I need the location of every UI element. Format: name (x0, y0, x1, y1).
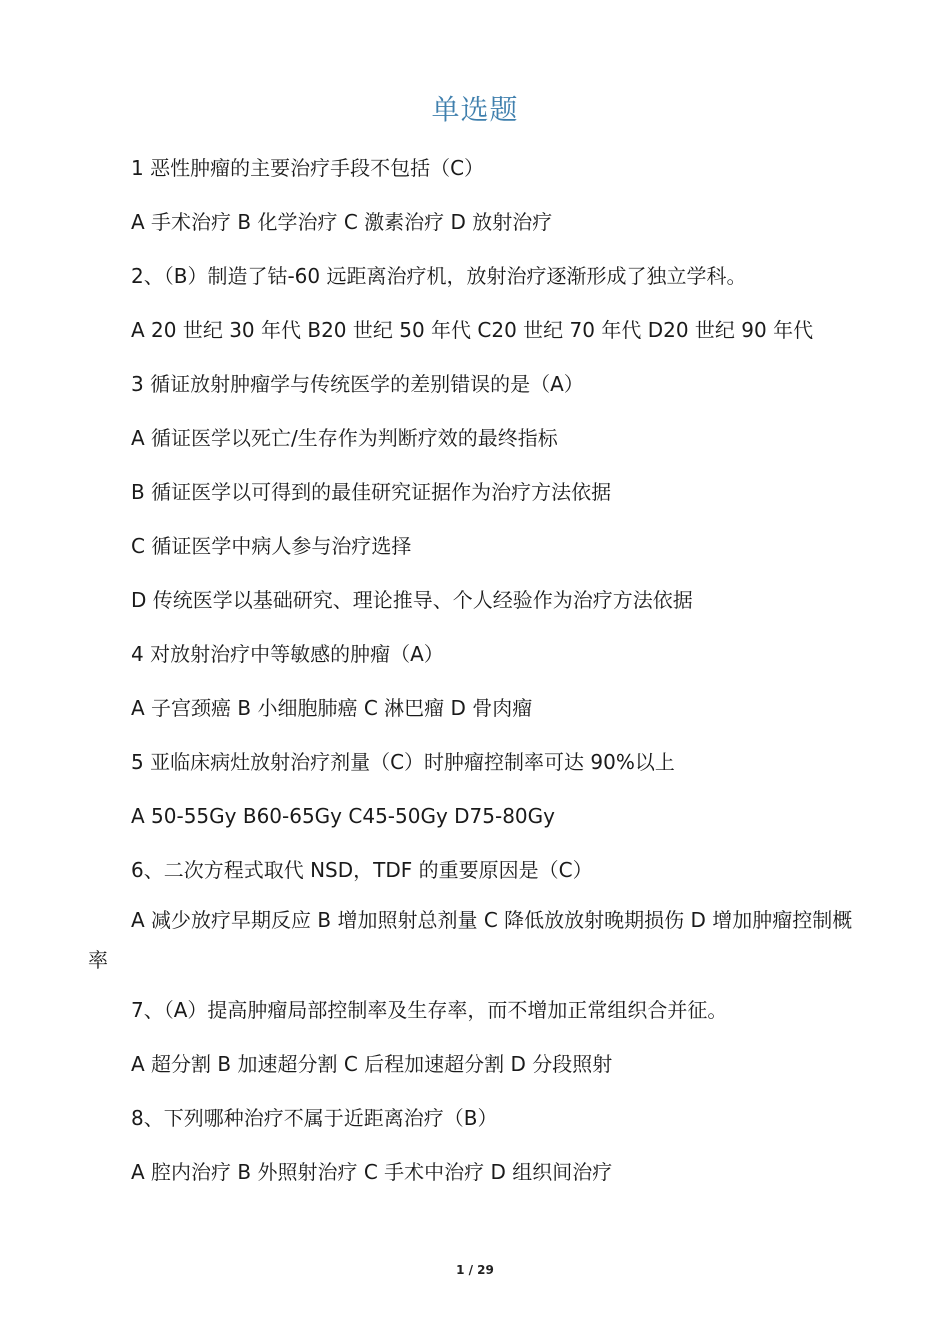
question-3-option-a: A 循证医学以死亡/生存作为判断疗效的最终指标 (131, 426, 558, 450)
question-3-option-c: C 循证医学中病人参与治疗选择 (131, 534, 412, 558)
question-1: 1 恶性肿瘤的主要治疗手段不包括（C） (131, 156, 485, 180)
page-title: 单选题 (431, 93, 519, 126)
question-7: 7、（A）提高肿瘤局部控制率及生存率，而不增加正常组织合并征。 (131, 998, 728, 1022)
question-6-options: A 减少放疗早期反应 B 增加照射总剂量 C 降低放放射晚期损伤 D 增加肿瘤控制概率 (88, 908, 853, 972)
question-1-options: A 手术治疗 B 化学治疗 C 激素治疗 D 放射治疗 (131, 210, 553, 234)
question-6: 6、二次方程式取代 NSD，TDF 的重要原因是（C） (131, 858, 593, 882)
question-8: 8、下列哪种治疗不属于近距离治疗（B） (131, 1106, 498, 1130)
question-5: 5 亚临床病灶放射治疗剂量（C）时肿瘤控制率可达 90%以上 (131, 750, 675, 774)
question-3: 3 循证放射肿瘤学与传统医学的差别错误的是（A） (131, 372, 584, 396)
question-4-options: A 子宫颈癌 B 小细胞肺癌 C 淋巴瘤 D 骨肉瘤 (131, 696, 533, 720)
question-5-options: A 50-55Gy B60-65Gy C45-50Gy D75-80Gy (131, 804, 555, 828)
question-3-option-d: D 传统医学以基础研究、理论推导、个人经验作为治疗方法依据 (131, 588, 693, 612)
question-2: 2、（B）制造了钴-60 远距离治疗机，放射治疗逐渐形成了独立学科。 (131, 264, 747, 288)
question-3-option-b: B 循证医学以可得到的最佳研究证据作为治疗方法依据 (131, 480, 612, 504)
page-number: 1 / 29 (456, 1263, 494, 1277)
question-7-options: A 超分割 B 加速超分割 C 后程加速超分割 D 分段照射 (131, 1052, 613, 1076)
question-2-options: A 20 世纪 30 年代 B20 世纪 50 年代 C20 世纪 70 年代 D20 世纪 90 年代 (131, 318, 814, 342)
question-4: 4 对放射治疗中等敏感的肿瘤（A） (131, 642, 444, 666)
question-8-options: A 腔内治疗 B 外照射治疗 C 手术中治疗 D 组织间治疗 (131, 1160, 613, 1184)
